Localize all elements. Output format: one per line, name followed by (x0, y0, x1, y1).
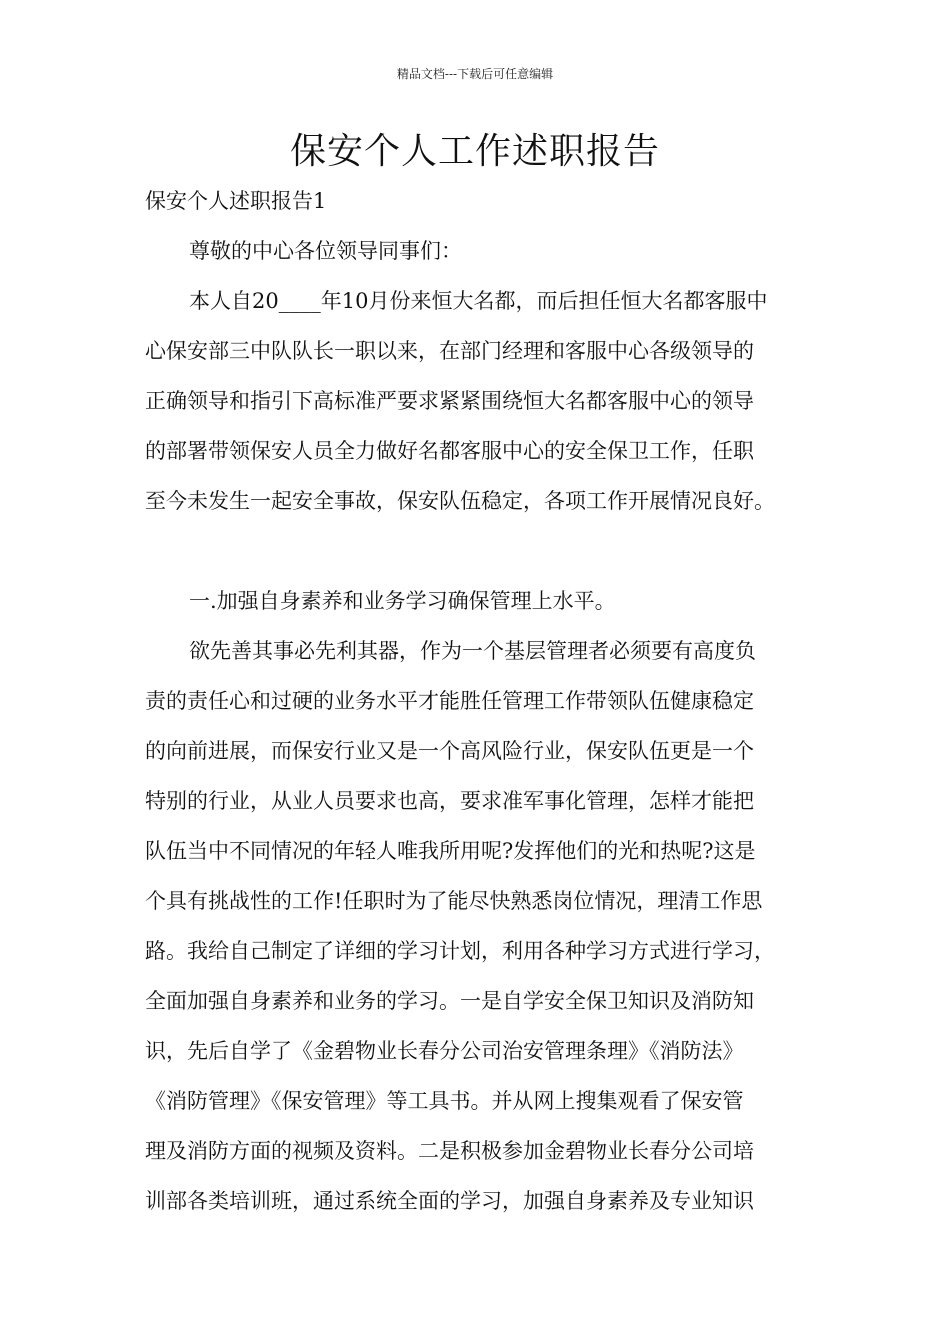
paragraph-line: 特别的行业，从业人员要求也高，要求准军事化管理，怎样才能把 (145, 789, 754, 813)
paragraph-study (145, 626, 825, 1226)
subtitle: 保安个人述职报告1 (145, 189, 327, 213)
paragraph-line: 队伍当中不同情况的年轻人唯我所用呢?发挥他们的光和热呢?这是 (145, 839, 756, 863)
paragraph-line: 训部各类培训班，通过系统全面的学习，加强自身素养及专业知识 (145, 1189, 754, 1213)
paragraph-line: 的向前进展，而保安行业又是一个高风险行业，保安队伍更是一个 (145, 739, 754, 763)
document-body (145, 176, 825, 1226)
section-heading: 一.加强自身素养和业务学习确保管理上水平。 (189, 589, 616, 613)
document-title: 保安个人工作述职报告 (289, 131, 660, 172)
paragraph-line: 心保安部三中队队长一职以来，在部门经理和客服中心各级领导的 (145, 339, 754, 363)
paragraph-line: 全面加强自身素养和业务的学习。一是自学安全保卫知识及消防知 (145, 989, 754, 1013)
paragraph-line: 个具有挑战性的工作!任职时为了能尽快熟悉岗位情况，理清工作思 (145, 889, 763, 913)
greeting: 尊敬的中心各位领导同事们： (189, 239, 462, 263)
paragraph-line: 理及消防方面的视频及资料。二是积极参加金碧物业长春分公司培 (145, 1139, 754, 1163)
paragraph-line: 责的责任心和过硬的业务水平才能胜任管理工作带领队伍健康稳定 (145, 689, 754, 713)
paragraph-line: 的部署带领保安人员全力做好名都客服中心的安全保卫工作，任职 (145, 439, 754, 463)
blank-line (145, 526, 825, 576)
paragraph-line: 路。我给自己制定了详细的学习计划，利用各种学习方式进行学习， (145, 939, 775, 963)
paragraph-line: 欲先善其事必先利其器，作为一个基层管理者必须要有高度负 (189, 639, 756, 663)
paragraph-line: 至今未发生一起安全事故，保安队伍稳定，各项工作开展情况良好。 (145, 489, 775, 513)
paragraph-intro (145, 276, 825, 526)
paragraph-line: 《消防管理》《保安管理》等工具书。并从网上搜集观看了保安管 (145, 1089, 744, 1113)
paragraph-line: 本人自20____年10月份来恒大名都，而后担任恒大名都客服中 (189, 289, 768, 313)
header-note: 精品文档---下载后可任意编辑 (396, 67, 554, 81)
paragraph-line: 识，先后自学了《金碧物业长春分公司治安管理条理》《消防法》 (145, 1039, 744, 1063)
paragraph-line: 正确领导和指引下高标准严要求紧紧围绕恒大名都客服中心的领导 (145, 389, 754, 413)
